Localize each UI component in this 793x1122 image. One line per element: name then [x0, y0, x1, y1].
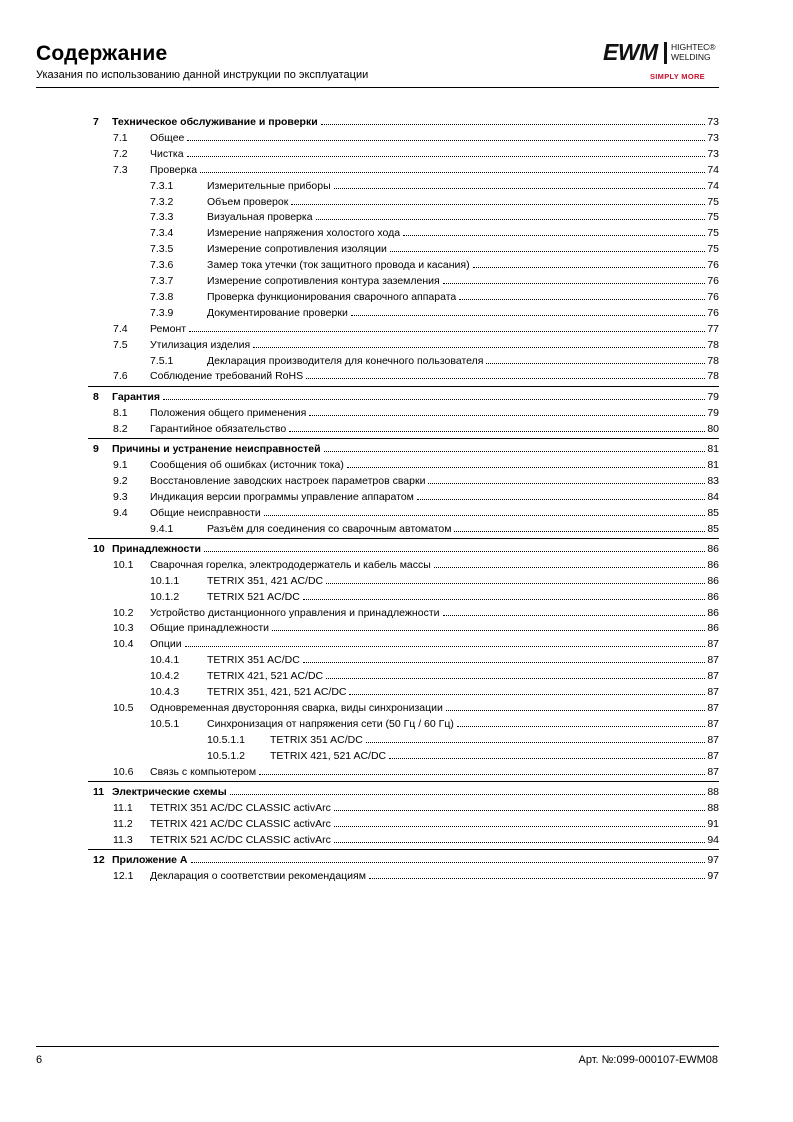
toc-entry-page: 76: [707, 290, 719, 303]
toc-entry-title: TETRIX 521 AC/DC CLASSIC activArc: [150, 833, 331, 846]
chapter-separator: [88, 538, 719, 539]
toc-entry[interactable]: [0, 867, 719, 882]
dot-leader: [334, 188, 706, 189]
toc-entry-number: 9.4: [113, 506, 128, 519]
chapter-separator: [88, 849, 719, 850]
toc-entry-page: 87: [707, 701, 719, 714]
dot-leader: [187, 156, 706, 157]
toc-entry-page: 87: [707, 765, 719, 778]
toc-entry-title: TETRIX 421, 521 AC/DC: [207, 670, 324, 683]
toc-entry-title: Причины и устранение неисправностей: [112, 443, 321, 455]
dot-leader: [390, 251, 705, 252]
dot-leader: [264, 515, 706, 516]
toc-entry-page: 81: [707, 443, 719, 455]
toc-entry[interactable]: [0, 440, 719, 455]
toc-entry-number: 7: [93, 116, 99, 128]
toc-entry-title: Ремонт: [150, 322, 187, 335]
dot-leader: [417, 499, 705, 500]
dot-leader: [334, 810, 705, 811]
toc-entry-page: 74: [707, 163, 719, 176]
dot-leader: [187, 140, 705, 141]
toc-entry-title: Общее: [150, 131, 185, 144]
toc-entry-title: Одновременная двусторонняя сварка, виды синхронизации: [150, 701, 443, 714]
toc-entry-number: 10.2: [113, 606, 134, 619]
toc-entry[interactable]: [0, 799, 719, 814]
toc-entry-title: Проверка функционирования сварочного аппарата: [207, 290, 457, 303]
dot-leader: [443, 615, 706, 616]
toc-entry-title: Декларация о соответствии рекомендациям: [150, 869, 366, 882]
toc-entry-title: TETRIX 351, 421, 521 AC/DC: [207, 686, 347, 698]
dot-leader: [459, 299, 705, 300]
toc-entry-page: 94: [707, 833, 719, 846]
toc-entry-title: Техническое обслуживание и проверки: [112, 116, 318, 128]
dot-leader: [457, 726, 705, 727]
dot-leader: [309, 415, 705, 416]
toc-entry-number: 10.1.2: [150, 590, 180, 603]
header-rule: [36, 87, 719, 88]
toc-entry[interactable]: [0, 540, 719, 555]
toc-entry-number: 9.2: [113, 474, 128, 487]
dot-leader: [347, 467, 705, 468]
dot-leader: [163, 399, 705, 400]
toc-entry-page: 75: [707, 211, 719, 224]
toc-entry[interactable]: [0, 129, 719, 144]
toc-entry-page: 78: [707, 338, 719, 351]
dot-leader: [321, 124, 706, 125]
footer-rule: [36, 1046, 719, 1047]
toc-entry-title: Визуальная проверка: [207, 211, 313, 224]
toc-entry-page: 74: [707, 179, 719, 192]
page-subtitle: Указания по использованию данной инструкции по эксплуатации: [36, 69, 369, 81]
toc-entry-number: 9.1: [113, 458, 128, 471]
dot-leader: [351, 315, 706, 316]
toc-entry-page: 86: [707, 622, 719, 635]
dot-leader: [326, 678, 705, 679]
toc-entry-page: 73: [707, 131, 719, 144]
toc-entry-title: Измерение сопротивления контура заземления: [207, 275, 440, 287]
toc-entry-title: Замер тока утечки (ток защитного провода и касания): [207, 259, 470, 272]
toc-entry-number: 11.3: [113, 833, 133, 846]
toc-entry-number: 8.1: [113, 406, 128, 419]
toc-entry-title: Проверка: [150, 163, 198, 176]
toc-entry-page: 81: [707, 458, 719, 471]
toc-entry-page: 73: [707, 116, 719, 128]
logo-divider: [664, 42, 667, 64]
toc-entry-page: 85: [707, 522, 719, 535]
toc-entry-title: Объем проверок: [207, 195, 289, 208]
toc-entry-title: Принадлежности: [112, 542, 201, 555]
toc-entry-page: 88: [707, 801, 719, 814]
toc-entry-title: Связь с компьютером: [150, 765, 257, 778]
toc-entry-number: 9: [93, 443, 99, 455]
toc-entry-number: 7.3.2: [150, 195, 174, 208]
toc-entry-title: Измерение сопротивления изоляции: [207, 243, 387, 256]
toc-entry[interactable]: [0, 420, 719, 435]
toc-entry-page: 75: [707, 243, 719, 256]
toc-entry[interactable]: [0, 240, 719, 255]
toc-entry[interactable]: [0, 520, 719, 535]
toc-entry-page: 76: [707, 259, 719, 272]
toc-entry[interactable]: [0, 161, 719, 176]
dot-leader: [189, 331, 705, 332]
toc-entry-page: 86: [707, 590, 719, 603]
toc-entry-number: 7.3.1: [150, 179, 174, 192]
toc-entry-number: 8: [93, 390, 99, 403]
toc-entry-title: Общие принадлежности: [150, 622, 270, 635]
toc-entry-page: 87: [707, 749, 719, 762]
toc-entry-number: 8.2: [113, 422, 128, 435]
toc-entry[interactable]: [0, 177, 719, 192]
toc-entry[interactable]: [0, 224, 719, 239]
toc-entry-page: 76: [707, 306, 719, 319]
toc-entry-title: Измерение напряжения холостого хода: [207, 227, 401, 240]
toc-entry[interactable]: [0, 113, 719, 128]
dot-leader: [259, 774, 705, 775]
toc-entry-title: Сварочная горелка, электрододержатель и кабель массы: [150, 558, 431, 571]
dot-leader: [366, 742, 706, 743]
toc-entry-number: 10.5.1.2: [207, 749, 245, 762]
toc-entry-page: 87: [707, 654, 719, 667]
dot-leader: [316, 219, 706, 220]
dot-leader: [230, 794, 706, 795]
toc-entry-title: Положения общего применения: [150, 406, 307, 419]
toc-entry-number: 10.4.3: [150, 686, 180, 698]
toc-entry-number: 7.6: [113, 370, 128, 383]
toc-entry-page: 78: [707, 354, 719, 367]
toc-entry-title: Соблюдение требований RoHS: [150, 370, 304, 383]
toc-entry-title: Индикация версии программы управление аппаратом: [150, 490, 414, 503]
toc-entry-number: 10.5: [113, 701, 134, 714]
toc-entry-page: 86: [707, 574, 719, 587]
toc-entry[interactable]: [0, 667, 719, 682]
dot-leader: [306, 378, 705, 379]
toc-entry[interactable]: [0, 352, 719, 367]
toc-entry-title: Электрические схемы: [112, 785, 227, 798]
chapter-separator: [88, 438, 719, 439]
toc-entry-number: 7.4: [113, 322, 128, 335]
toc-entry-page: 76: [707, 275, 719, 287]
toc-entry-page: 75: [707, 195, 719, 208]
dot-leader: [403, 235, 705, 236]
toc-entry-title: Приложение A: [112, 854, 188, 866]
toc-entry-title: Общие неисправности: [150, 506, 261, 519]
dot-leader: [191, 862, 706, 863]
toc-entry-number: 10.4: [113, 638, 134, 651]
toc-entry-page: 83: [707, 474, 719, 487]
toc-entry-title: Сообщения об ошибках (источник тока): [150, 458, 344, 471]
dot-leader: [446, 710, 705, 711]
toc-entry-number: 10.3: [113, 622, 134, 635]
dot-leader: [486, 363, 705, 364]
toc-entry-number: 12: [93, 854, 105, 866]
toc-entry[interactable]: [0, 272, 719, 287]
toc-entry-page: 79: [707, 406, 719, 419]
toc-entry-page: 86: [707, 542, 719, 555]
dot-leader: [334, 842, 705, 843]
toc-entry-number: 7.2: [113, 147, 128, 160]
toc-entry-number: 11.2: [113, 817, 133, 830]
toc-entry-page: 88: [707, 785, 719, 798]
toc-entry[interactable]: [0, 336, 719, 351]
toc-entry-number: 10.1: [113, 558, 134, 571]
toc-entry-page: 78: [707, 370, 719, 383]
toc-entry[interactable]: [0, 831, 719, 846]
dot-leader: [349, 694, 705, 695]
toc-entry-title: Опции: [150, 638, 182, 651]
toc-entry-number: 11: [93, 785, 105, 798]
toc-entry-title: Утилизация изделия: [150, 338, 251, 351]
toc-entry-number: 7.3.3: [150, 211, 174, 224]
toc-entry[interactable]: [0, 783, 719, 798]
dot-leader: [253, 347, 705, 348]
toc-entry-page: 86: [707, 558, 719, 571]
toc-entry-page: 87: [707, 686, 719, 698]
toc-entry-page: 77: [707, 322, 719, 335]
toc-entry-number: 10.4.2: [150, 670, 180, 683]
ewm-logo: [603, 39, 715, 83]
dot-leader: [326, 583, 705, 584]
toc-entry-page: 97: [707, 854, 719, 866]
dot-leader: [334, 826, 705, 827]
chapter-separator: [88, 386, 719, 387]
toc-entry-number: 11.1: [113, 801, 133, 814]
toc-entry[interactable]: [0, 635, 719, 650]
footer-article-number: Арт. №:099-000107-EWM08: [578, 1054, 718, 1066]
toc-entry-number: 7.3.6: [150, 259, 174, 272]
toc-entry[interactable]: [0, 588, 719, 603]
toc-entry-page: 79: [707, 390, 719, 403]
toc-entry[interactable]: [0, 320, 719, 335]
toc-entry-title: TETRIX 521 AC/DC: [207, 590, 300, 603]
toc-entry[interactable]: [0, 651, 719, 666]
toc-entry-page: 87: [707, 717, 719, 730]
toc-entry-title: TETRIX 351 AC/DC CLASSIC activArc: [150, 801, 331, 814]
toc-entry-page: 75: [707, 227, 719, 240]
toc-entry-number: 9.3: [113, 490, 128, 503]
toc-entry[interactable]: [0, 715, 719, 730]
dot-leader: [200, 172, 705, 173]
toc-entry-number: 7.3.8: [150, 290, 174, 303]
dot-leader: [473, 267, 706, 268]
toc-entry-page: 85: [707, 506, 719, 519]
toc-entry[interactable]: [0, 288, 719, 303]
toc-entry-page: 97: [707, 869, 719, 882]
toc-entry-page: 87: [707, 638, 719, 651]
toc-entry-title: Чистка: [150, 147, 184, 160]
toc-entry[interactable]: [0, 256, 719, 271]
logo-line1: HIGHTEC®: [671, 42, 716, 52]
toc-entry-number: 10.1.1: [150, 574, 180, 587]
toc-entry[interactable]: [0, 367, 719, 382]
toc-entry[interactable]: [0, 763, 719, 778]
toc-entry[interactable]: [0, 851, 719, 866]
footer-page-number: 6: [36, 1054, 43, 1066]
toc-entry[interactable]: [0, 619, 719, 634]
toc-entry-number: 12.1: [113, 869, 134, 882]
toc-entry-number: 10.5.1.1: [207, 733, 245, 746]
logo-slogan: SIMPLY MORE: [650, 72, 705, 81]
toc-entry-title: Декларация производителя для конечного пользователя: [207, 354, 484, 367]
toc-entry-title: Документирование проверки: [207, 306, 348, 319]
dot-leader: [369, 878, 705, 879]
toc-entry-number: 9.4.1: [150, 522, 174, 535]
dot-leader: [434, 567, 705, 568]
dot-leader: [454, 531, 705, 532]
dot-leader: [185, 646, 706, 647]
toc-entry-number: 7.3.9: [150, 306, 174, 319]
toc-entry-number: 7.3: [113, 163, 128, 176]
toc-entry-number: 7.3.7: [150, 275, 174, 287]
toc-entry[interactable]: [0, 388, 719, 403]
toc-entry-number: 7.3.4: [150, 227, 174, 240]
toc-entry[interactable]: [0, 556, 719, 571]
logo-brand: EWM: [603, 39, 658, 65]
dot-leader: [443, 283, 706, 284]
toc-entry-title: Гарантийное обязательство: [150, 422, 287, 435]
toc-entry[interactable]: [0, 304, 719, 319]
dot-leader: [389, 758, 705, 759]
logo-line2: WELDING: [671, 52, 711, 62]
toc-entry-page: 87: [707, 733, 719, 746]
toc-entry-title: Разъём для соединения со сварочным автоматом: [207, 522, 452, 535]
toc-entry-number: 10: [93, 542, 105, 555]
toc-entry-page: 91: [707, 817, 719, 830]
toc-entry[interactable]: [0, 504, 719, 519]
toc-entry-number: 7.3.5: [150, 243, 174, 256]
toc-entry-title: TETRIX 421, 521 AC/DC: [270, 749, 387, 762]
toc-entry-title: Гарантия: [112, 390, 160, 403]
toc-entry[interactable]: [0, 699, 719, 714]
toc-entry-page: 80: [707, 422, 719, 435]
toc-entry[interactable]: [0, 488, 719, 503]
toc-entry-title: Восстановление заводских настроек параметров сварки: [150, 474, 426, 487]
toc-entry-number: 7.5: [113, 338, 128, 351]
dot-leader: [428, 483, 705, 484]
toc-entry[interactable]: [0, 815, 719, 830]
toc-entry-title: TETRIX 351, 421 AC/DC: [207, 574, 324, 587]
toc-entry-title: Синхронизация от напряжения сети (50 Гц / 60 Гц): [207, 717, 454, 730]
toc-entry-title: Устройство дистанционного управления и принадлежности: [150, 606, 440, 619]
dot-leader: [272, 630, 705, 631]
toc-entry-page: 73: [707, 147, 719, 160]
toc-entry-page: 87: [707, 670, 719, 683]
toc-entry[interactable]: [0, 456, 719, 471]
toc-entry[interactable]: [0, 683, 719, 698]
toc-entry-title: Измерительные приборы: [207, 179, 331, 192]
toc-entry[interactable]: [0, 572, 719, 587]
dot-leader: [204, 551, 705, 552]
toc-entry[interactable]: [0, 472, 719, 487]
toc-entry-page: 84: [707, 490, 719, 503]
toc-entry[interactable]: [0, 604, 719, 619]
toc-entry-number: 10.6: [113, 765, 134, 778]
toc-entry-title: TETRIX 351 AC/DC: [270, 733, 363, 746]
toc-entry[interactable]: [0, 747, 719, 762]
toc-entry[interactable]: [0, 208, 719, 223]
toc-entry-number: 7.1: [113, 131, 128, 144]
dot-leader: [289, 431, 705, 432]
toc-entry-page: 86: [707, 606, 719, 619]
toc-entry[interactable]: [0, 145, 719, 160]
chapter-separator: [88, 781, 719, 782]
dot-leader: [303, 599, 706, 600]
toc-entry[interactable]: [0, 193, 719, 208]
toc-entry-title: TETRIX 421 AC/DC CLASSIC activArc: [150, 817, 331, 830]
page-title: Содержание: [36, 42, 168, 65]
dot-leader: [303, 662, 706, 663]
logo-tagline: [671, 42, 716, 62]
dot-leader: [324, 451, 706, 452]
toc-entry[interactable]: [0, 731, 719, 746]
dot-leader: [291, 204, 705, 205]
toc-entry-title: TETRIX 351 AC/DC: [207, 654, 300, 667]
toc-entry-number: 10.4.1: [150, 654, 180, 667]
toc-entry-number: 10.5.1: [150, 717, 180, 730]
toc-entry-number: 7.5.1: [150, 354, 174, 367]
toc-entry[interactable]: [0, 404, 719, 419]
